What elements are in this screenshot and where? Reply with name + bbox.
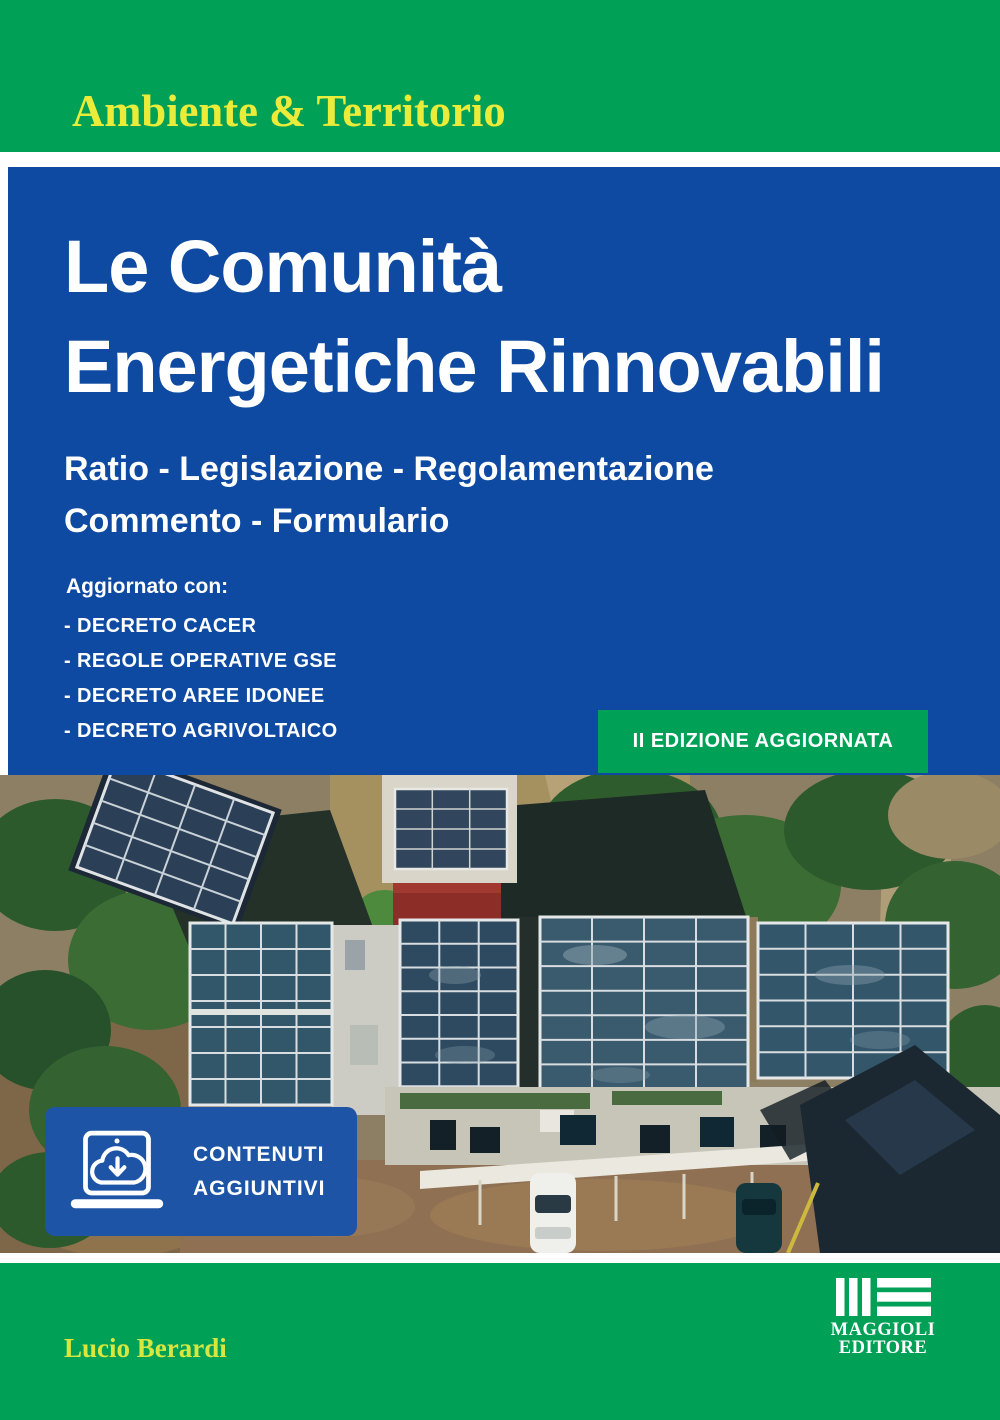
updates-item: - DECRETO AGRIVOLTAICO — [64, 720, 338, 742]
edition-badge: II EDIZIONE AGGIORNATA — [598, 710, 928, 773]
title-section — [0, 167, 1000, 775]
updates-item: - REGOLE OPERATIVE GSE — [64, 650, 337, 672]
extras-badge — [45, 1107, 357, 1236]
building-red-roof — [382, 775, 517, 929]
divider-strip-top — [0, 152, 1000, 167]
extras-badge-line2: AGGIUNTIVI — [193, 1176, 326, 1200]
white-car — [530, 1173, 576, 1253]
publisher-name-line2: EDITORE — [838, 1337, 928, 1358]
divider-strip-bottom — [0, 1253, 1000, 1263]
author-name: Lucio Berardi — [64, 1333, 227, 1363]
extras-badge-line1: CONTENUTI — [193, 1142, 325, 1166]
solar-array-center-right — [540, 917, 748, 1089]
series-band — [0, 0, 1000, 152]
book-title — [64, 217, 884, 417]
teal-car — [736, 1183, 782, 1253]
book-title-line1: Le Comunità — [64, 225, 502, 308]
extras-badge-text — [193, 1138, 326, 1206]
updates-item: - DECRETO AREE IDONEE — [64, 685, 325, 707]
aerial-photo — [0, 775, 1000, 1253]
updates-heading: Aggiornato con: — [66, 575, 229, 598]
left-margin-sliver — [0, 167, 8, 775]
book-title-line2: Energetiche Rinnovabili — [64, 325, 884, 408]
laptop-cloud-download-icon — [63, 1130, 171, 1214]
solar-array-left — [190, 923, 332, 1105]
book-subtitle — [64, 443, 714, 547]
updates-item: - DECRETO CACER — [64, 615, 257, 637]
book-subtitle-line2: Commento - Formulario — [64, 502, 450, 540]
publisher-logo — [832, 1278, 934, 1357]
maggioli-logo-icon — [836, 1278, 931, 1316]
solar-array-center — [400, 920, 518, 1110]
book-subtitle-line1: Ratio - Legislazione - Regolamentazione — [64, 450, 714, 488]
updates-list — [64, 609, 338, 749]
footer-band — [0, 1263, 1000, 1420]
publisher-name-line1: MAGGIOLI — [830, 1320, 936, 1340]
series-title: Ambiente & Territorio — [72, 85, 506, 136]
